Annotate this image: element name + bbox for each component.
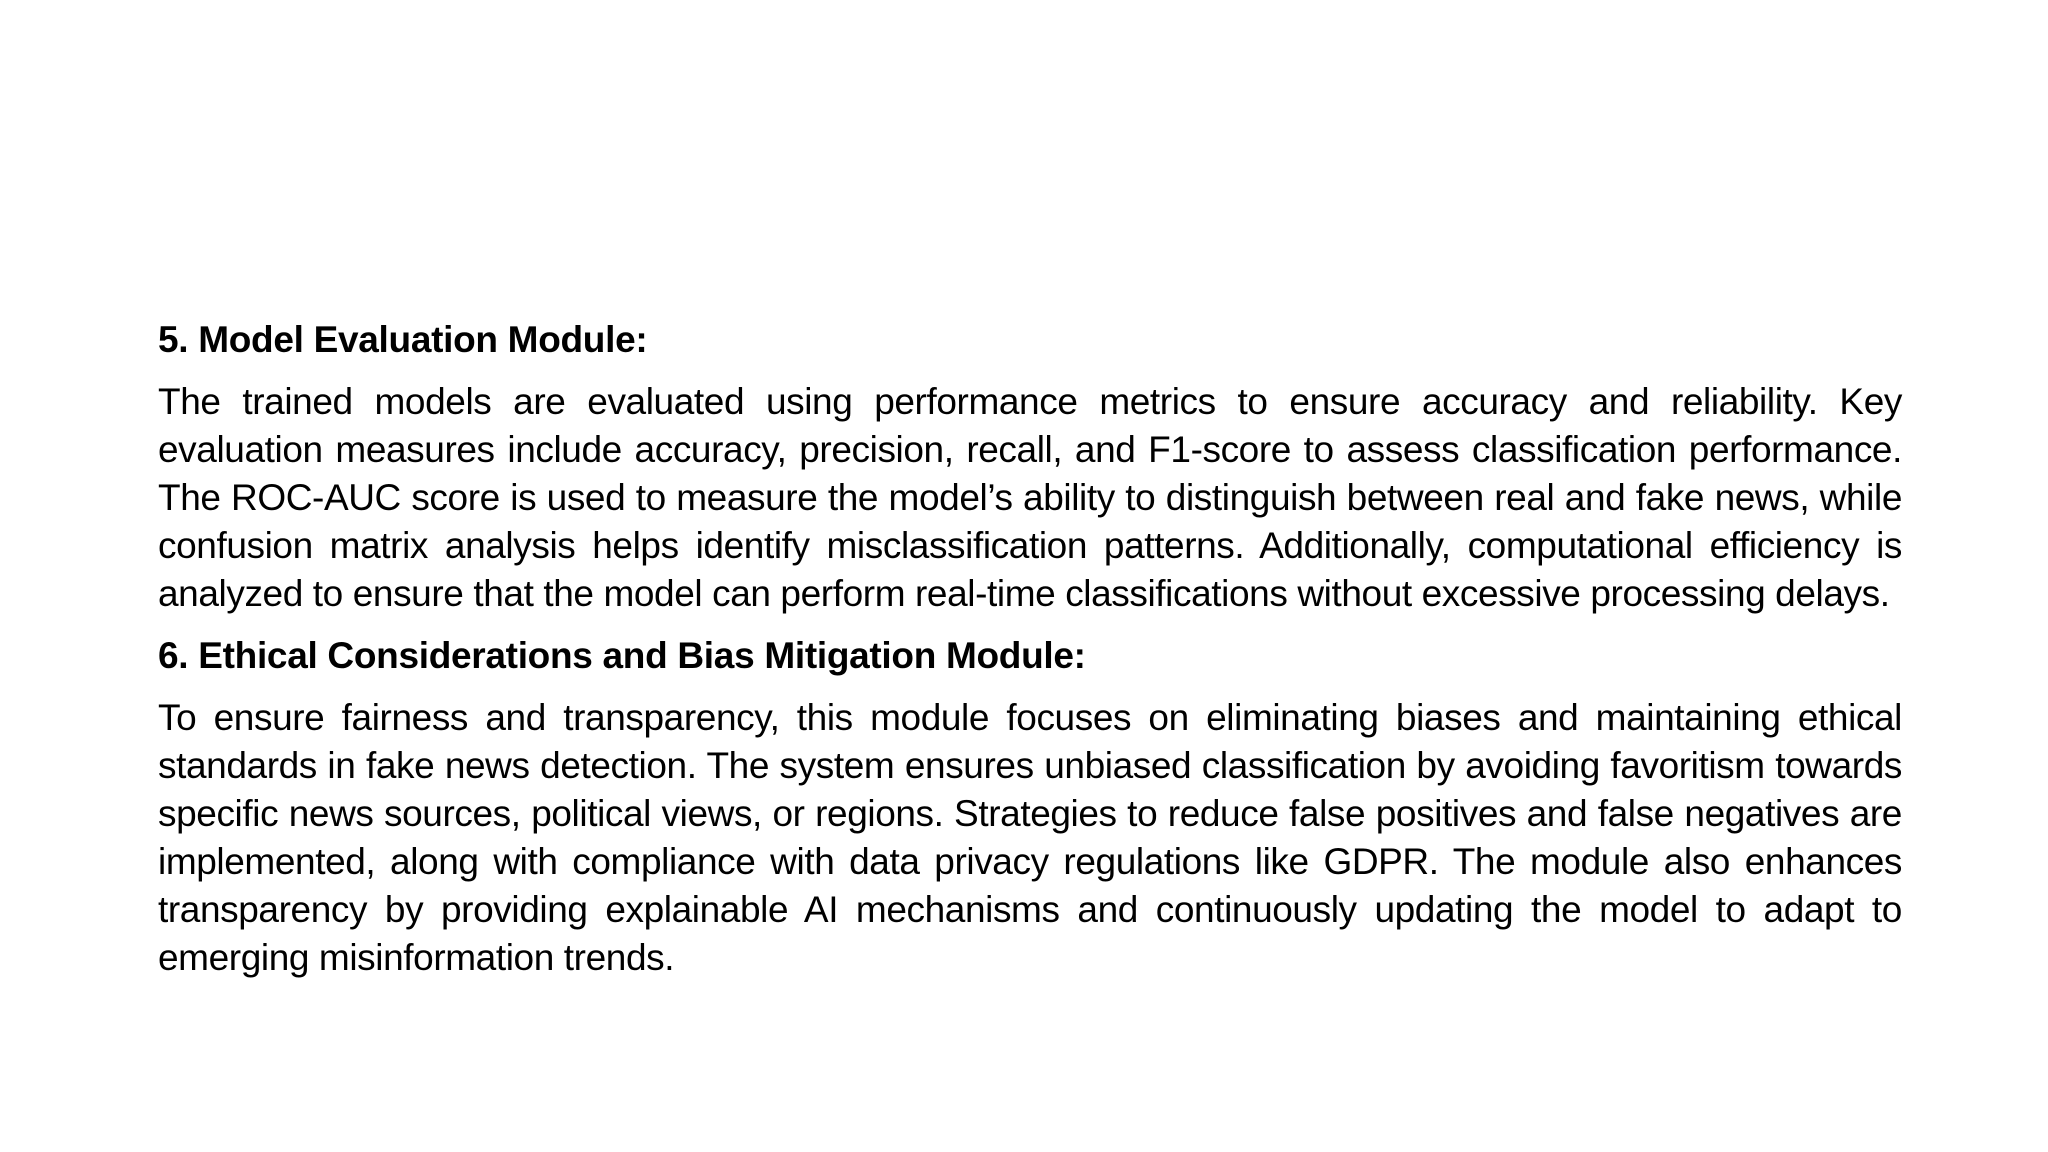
document-content bbox=[158, 316, 1902, 996]
section-body-model-evaluation: The trained models are evaluated using performance metrics to ensure accuracy and reliability. Key evaluation measures include accuracy, precision, recall, and F1-score to assess classification performance. The ROC-AUC score is used to measure the model’s ability to distinguish between real and fake news, while confusion matrix analysis helps identify misclassification patterns. Additionally, computational efficiency is analyzed to ensure that the model can perform real-time classifications without excessive processing delays. bbox=[158, 381, 1902, 614]
section-body-ethical-considerations: To ensure fairness and transparency, this module focuses on eliminating biases and maintaining ethical standards in fake news detection. The system ensures unbiased classification by avoiding favoritism towards specific news sources, political views, or regions. Strategies to reduce false positives and false negatives are implemented, along with compliance with data privacy regulations like GDPR. The module also enhances transparency by providing explainable AI mechanisms and continuously updating the model to adapt to emerging misinformation trends. bbox=[158, 697, 1902, 978]
section-heading-model-evaluation: 5. Model Evaluation Module: bbox=[158, 319, 648, 360]
section-heading-ethical-considerations: 6. Ethical Considerations and Bias Mitigation Module: bbox=[158, 635, 1086, 676]
